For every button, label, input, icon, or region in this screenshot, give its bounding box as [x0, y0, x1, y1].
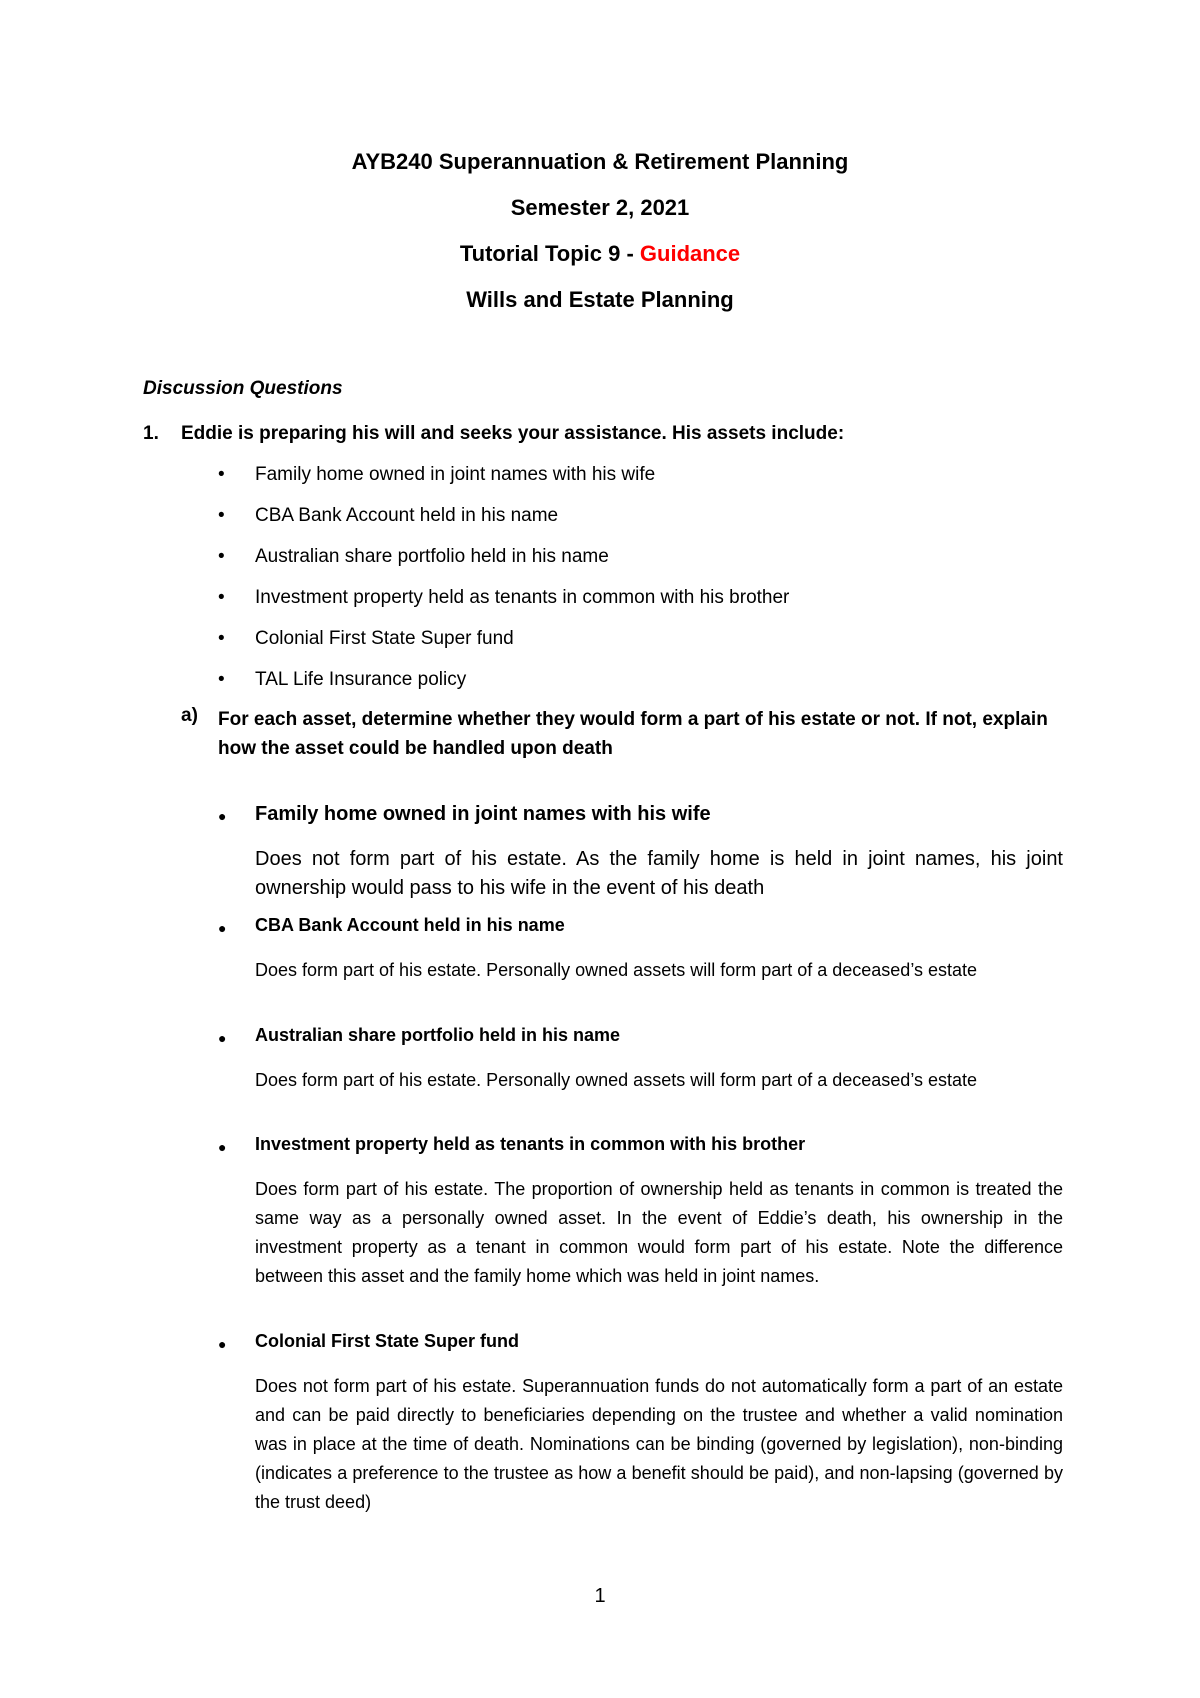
bullet-icon: •	[218, 464, 225, 485]
bullet-icon: ●	[218, 1030, 227, 1046]
answer-body: Does not form part of his estate. Superannuation funds do not automatically form a part of an estate and can be paid directly to beneficiaries depending on the trustee and whether a valid nomination was in place at the time of death. Nominations can be binding (governed by legislation), non-binding (indicates a preference to the trustee as how a benefit should be paid), and non-lapsing (governed by the trust deed)	[255, 1376, 1063, 1512]
bullet-icon: ●	[218, 808, 227, 824]
answer-body: Does form part of his estate. Personally owned assets will form part of a deceased’s estate	[255, 960, 978, 980]
bullet-icon: •	[218, 546, 225, 567]
answer-heading: CBA Bank Account held in his name	[255, 915, 565, 935]
answer-heading: Australian share portfolio held in his name	[255, 1025, 621, 1045]
topic-prefix: Tutorial Topic 9 -	[459, 241, 640, 266]
document-page: AYB240 Superannuation & Retirement Planning Semester 2, 2021 Tutorial Topic 9 - Guidance Wills and Estate Planning Discussion Questions 1. Eddie is preparing his will and seeks your assistance. His assets include: • Family home owned in joint names with his wife • CBA Bank Account held in his name • Australian share portfolio held in his name • Investment property held as tenants in common with his brother • Colonial First State Super fund • TAL Life Insurance policy a) For each asset, determine whether they would form a part of his estate or not. If not, explain how the asset could be handled upon death ● Family home owned in joint names with his wife Does not form part of his estate. As the family home is held in joint names, his joint ownership would pass to his wife in the event of his death ● CBA Bank Account held in his name Does form part of his estate. Personally owned assets will form part of a deceased’s estate ● Australian share portfolio held in his name Does form part of his estate. Personally owned assets will form part of a deceased’s estate ● Investment property held as tenants in common with his brother Does form part of his estate. The proportion of ownership held as tenants in common is treated the same way as a personally owned asset. In the event of Eddie’s death, his ownership in the investment property as a tenant in common would form part of his estate. Note the difference between this asset and the family home which was held in joint names. ● Colonial First State Super fund Does not form part of his estate. Superannuation funds do not automatically form a part of an estate and can be paid directly to beneficiaries depending on the trustee and whether a valid nomination was in place at the time of death. Nominations can be binding (governed by legislation), non-binding (indicates a preference to the trustee as how a benefit should be paid), and non-lapsing (governed by the trust deed) 1	[0, 0, 1200, 1698]
bullet-icon: ●	[218, 1139, 227, 1155]
question-text: Eddie is preparing his will and seeks your assistance. His assets include:	[181, 423, 845, 444]
bullet-icon: •	[218, 505, 225, 526]
answer-body: Does form part of his estate. The proportion of ownership held as tenants in common is treated the same way as a personally owned asset. In the event of Eddie’s death, his ownership in the investment property as a tenant in common would form part of his estate. Note the difference between this asset and the family home which was held in joint names.	[255, 1179, 1063, 1286]
page-number: 1	[594, 1585, 606, 1607]
course-title: AYB240 Superannuation & Retirement Planning	[351, 149, 849, 174]
part-a-text: For each asset, determine whether they would form a part of his estate or not. If not, explain how the asset could be handled upon death	[218, 709, 1048, 759]
document-subtitle: Wills and Estate Planning	[466, 287, 734, 312]
answer-heading: Investment property held as tenants in common with his brother	[255, 1134, 806, 1154]
bullet-icon: ●	[218, 920, 227, 936]
part-a-marker: a)	[181, 705, 198, 726]
answer-heading: Colonial First State Super fund	[255, 1331, 520, 1351]
answer-heading: Family home owned in joint names with his wife	[255, 803, 711, 825]
section-heading: Discussion Questions	[143, 378, 343, 399]
bullet-icon: ●	[218, 1336, 227, 1352]
guidance-label: Guidance	[639, 241, 741, 266]
bullet-icon: •	[218, 628, 225, 649]
semester-line: Semester 2, 2021	[510, 195, 690, 220]
answer-body: Does form part of his estate. Personally owned assets will form part of a deceased’s estate	[255, 1070, 978, 1090]
bullet-icon: •	[218, 587, 225, 608]
question-number: 1.	[143, 423, 159, 444]
topic-line	[0, 240, 1200, 268]
answer-body: Does not form part of his estate. As the family home is held in joint names, his joint ownership would pass to his wife in the event of his death	[255, 848, 1063, 899]
bullet-icon: •	[218, 669, 225, 690]
